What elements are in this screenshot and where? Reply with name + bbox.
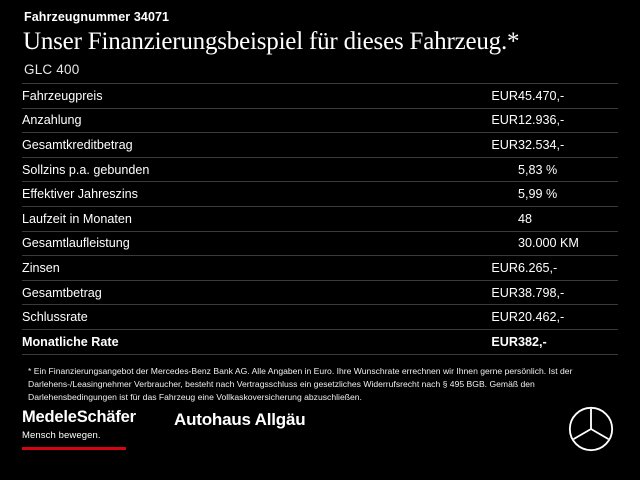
row-label: Sollzins p.a. gebunden [22,157,460,182]
row-label: Gesamtbetrag [22,280,460,305]
row-value: 382,- [518,329,618,354]
row-currency [460,206,518,231]
row-label: Anzahlung [22,108,460,133]
table-row [22,256,618,281]
row-label: Gesamtkreditbetrag [22,133,460,158]
finance-table-body [22,84,618,355]
row-value: 12.936,- [518,108,618,133]
table-row [22,133,618,158]
row-value: 5,83 % [518,157,618,182]
row-value: 30.000 KM [518,231,618,256]
table-row [22,182,618,207]
row-value: 45.470,- [518,84,618,109]
footnote-text: * Ein Finanzierungsangebot der Mercedes-Benz Bank AG. Alle Angaben in Euro. Ihre Wunschrate errechnen wir Ihnen gerne persönlich. Ist der Darlehens-/Leasingnehmer Verbraucher, besteht nach Vertragsschluss ein gesetzliches Widerrufsrecht nach § 495 BGB. Gemäß den Darlehensbedingungen ist für das Fahrzeug eine Vollkaskoversicherung abzuschließen. [28,365,573,403]
table-row-total [22,329,618,354]
row-currency: EUR [460,133,518,158]
brand-name: MedeleSchäfer [22,408,136,426]
row-label: Monatliche Rate [22,329,460,354]
row-currency: EUR [460,256,518,281]
row-label: Schlussrate [22,305,460,330]
row-currency: EUR [460,84,518,109]
row-value: 38.798,- [518,280,618,305]
table-row [22,231,618,256]
table-row [22,206,618,231]
brand-claim: Mensch bewegen. [22,430,101,442]
brand-accent-bar [22,447,126,450]
page-title: Unser Finanzierungsbeispiel für dieses Fahrzeug.* [23,28,520,55]
row-value: 5,99 % [518,182,618,207]
table-row [22,305,618,330]
footer [22,406,618,458]
mercedes-benz-star-icon [568,406,614,452]
row-currency: EUR [460,108,518,133]
table-row [22,108,618,133]
row-label: Zinsen [22,256,460,281]
row-currency [460,231,518,256]
dealer-name: Autohaus Allgäu [174,410,306,429]
row-value: 20.462,- [518,305,618,330]
row-label: Effektiver Jahreszins [22,182,460,207]
table-row [22,84,618,109]
row-currency [460,182,518,207]
brand-block [22,408,136,450]
row-currency [460,157,518,182]
row-value: 48 [518,206,618,231]
vehicle-number: Fahrzeugnummer 34071 [24,10,170,24]
vehicle-model: GLC 400 [24,62,80,77]
table-row [22,157,618,182]
row-value: 6.265,- [518,256,618,281]
row-label: Fahrzeugpreis [22,84,460,109]
row-currency: EUR [460,280,518,305]
row-label: Gesamtlaufleistung [22,231,460,256]
row-label: Laufzeit in Monaten [22,206,460,231]
row-currency: EUR [460,305,518,330]
row-currency: EUR [460,329,518,354]
table-row [22,280,618,305]
row-value: 32.534,- [518,133,618,158]
finance-table [22,83,618,355]
